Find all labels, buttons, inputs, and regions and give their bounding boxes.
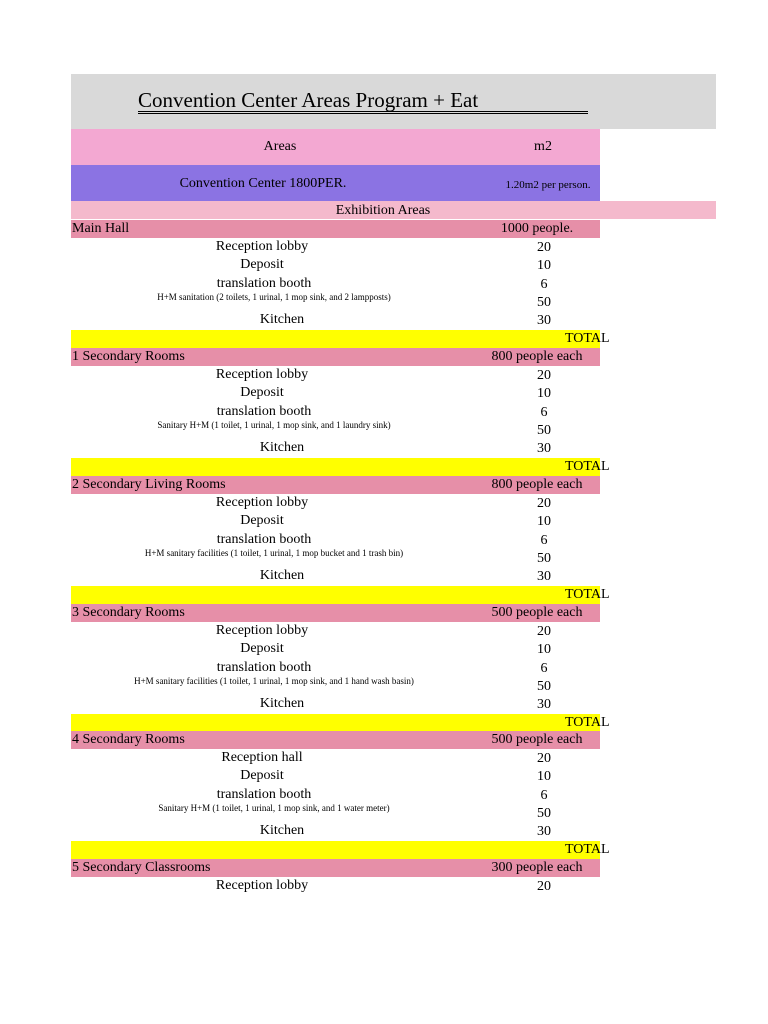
list-item-value: 10 <box>537 642 551 657</box>
list-item-label: translation booth <box>216 532 312 547</box>
section-capacity: 500 people each <box>491 732 583 747</box>
total-label: TOTAL <box>565 715 610 730</box>
list-item-value: 10 <box>537 386 551 401</box>
section-capacity: 500 people each <box>491 605 583 620</box>
list-item-value: 20 <box>537 624 551 639</box>
convention-label: Convention Center 1800PER. <box>179 176 347 191</box>
section-capacity: 300 people each <box>491 860 583 875</box>
list-item-label: Reception lobby <box>215 495 309 510</box>
exhibition-label: Exhibition Areas <box>335 203 431 218</box>
list-item-label: Reception lobby <box>215 239 309 254</box>
list-item-value: 6 <box>540 533 548 548</box>
list-item-value: 20 <box>537 751 551 766</box>
total-label: TOTAL <box>565 842 610 857</box>
list-item-label: Reception lobby <box>215 878 309 893</box>
list-item-value: 6 <box>540 277 548 292</box>
list-item-value: 10 <box>537 514 551 529</box>
list-item-label: Sanitary H+M (1 toilet, 1 urinal, 1 mop sink, and 1 laundry sink) <box>157 420 391 430</box>
header-m2: m2 <box>534 139 552 154</box>
total-label: TOTAL <box>565 331 610 346</box>
list-item-value: 50 <box>537 806 551 821</box>
section-capacity: 1000 people. <box>500 221 574 236</box>
total-band <box>71 841 600 859</box>
total-band <box>71 586 600 604</box>
page-title: Convention Center Areas Program + Eat <box>138 89 588 114</box>
list-item-value: 10 <box>537 258 551 273</box>
list-item-label: Deposit <box>240 257 284 272</box>
list-item-value: 20 <box>537 368 551 383</box>
list-item-label: Kitchen <box>259 312 305 327</box>
list-item-value: 50 <box>537 295 551 310</box>
list-item-value: 20 <box>537 879 551 894</box>
list-item-label: translation booth <box>216 404 312 419</box>
list-item-value: 50 <box>537 679 551 694</box>
section-name: 4 Secondary Rooms <box>72 732 185 747</box>
section-capacity: 800 people each <box>491 477 583 492</box>
list-item-value: 30 <box>537 441 551 456</box>
list-item-label: Kitchen <box>259 568 305 583</box>
list-item-label: Deposit <box>240 768 284 783</box>
list-item-label: Kitchen <box>259 440 305 455</box>
section-name: 2 Secondary Living Rooms <box>72 477 226 492</box>
header-areas: Areas <box>263 139 297 154</box>
list-item-label: translation booth <box>216 787 312 802</box>
list-item-value: 6 <box>540 405 548 420</box>
list-item-value: 30 <box>537 313 551 328</box>
total-label: TOTAL <box>565 587 610 602</box>
list-item-label: Sanitary H+M (1 toilet, 1 urinal, 1 mop sink, and 1 water meter) <box>158 803 390 813</box>
list-item-label: H+M sanitation (2 toilets, 1 urinal, 1 mop sink, and 2 lampposts) <box>157 292 391 302</box>
list-item-label: Reception lobby <box>215 623 309 638</box>
list-item-value: 20 <box>537 240 551 255</box>
section-name: 3 Secondary Rooms <box>72 605 185 620</box>
section-name: 1 Secondary Rooms <box>72 349 185 364</box>
list-item-label: Deposit <box>240 513 284 528</box>
list-item-label: Deposit <box>240 385 284 400</box>
list-item-label: Deposit <box>240 641 284 656</box>
list-item-label: H+M sanitary facilities (1 toilet, 1 urinal, 1 mop sink, and 1 hand wash basin) <box>134 676 414 686</box>
convention-ratio: 1.20m2 per person. <box>505 179 591 191</box>
list-item-value: 30 <box>537 824 551 839</box>
header-row <box>71 129 600 165</box>
section-name: Main Hall <box>72 221 130 236</box>
list-item-label: H+M sanitary facilities (1 toilet, 1 urinal, 1 mop bucket and 1 trash bin) <box>144 548 404 558</box>
list-item-label: Kitchen <box>259 696 305 711</box>
list-item-label: Reception hall <box>221 750 303 765</box>
list-item-value: 20 <box>537 496 551 511</box>
list-item-value: 6 <box>540 661 548 676</box>
list-item-label: Kitchen <box>259 823 305 838</box>
list-item-label: translation booth <box>216 276 312 291</box>
section-name: 5 Secondary Classrooms <box>72 860 211 875</box>
total-label: TOTAL <box>565 459 610 474</box>
total-band <box>71 458 600 476</box>
list-item-value: 30 <box>537 569 551 584</box>
list-item-label: Reception lobby <box>215 367 309 382</box>
list-item-value: 30 <box>537 697 551 712</box>
list-item-value: 50 <box>537 423 551 438</box>
total-band <box>71 714 600 732</box>
section-capacity: 800 people each <box>491 349 583 364</box>
list-item-label: translation booth <box>216 660 312 675</box>
list-item-value: 6 <box>540 788 548 803</box>
list-item-value: 10 <box>537 769 551 784</box>
list-item-value: 50 <box>537 551 551 566</box>
total-band <box>71 330 600 348</box>
